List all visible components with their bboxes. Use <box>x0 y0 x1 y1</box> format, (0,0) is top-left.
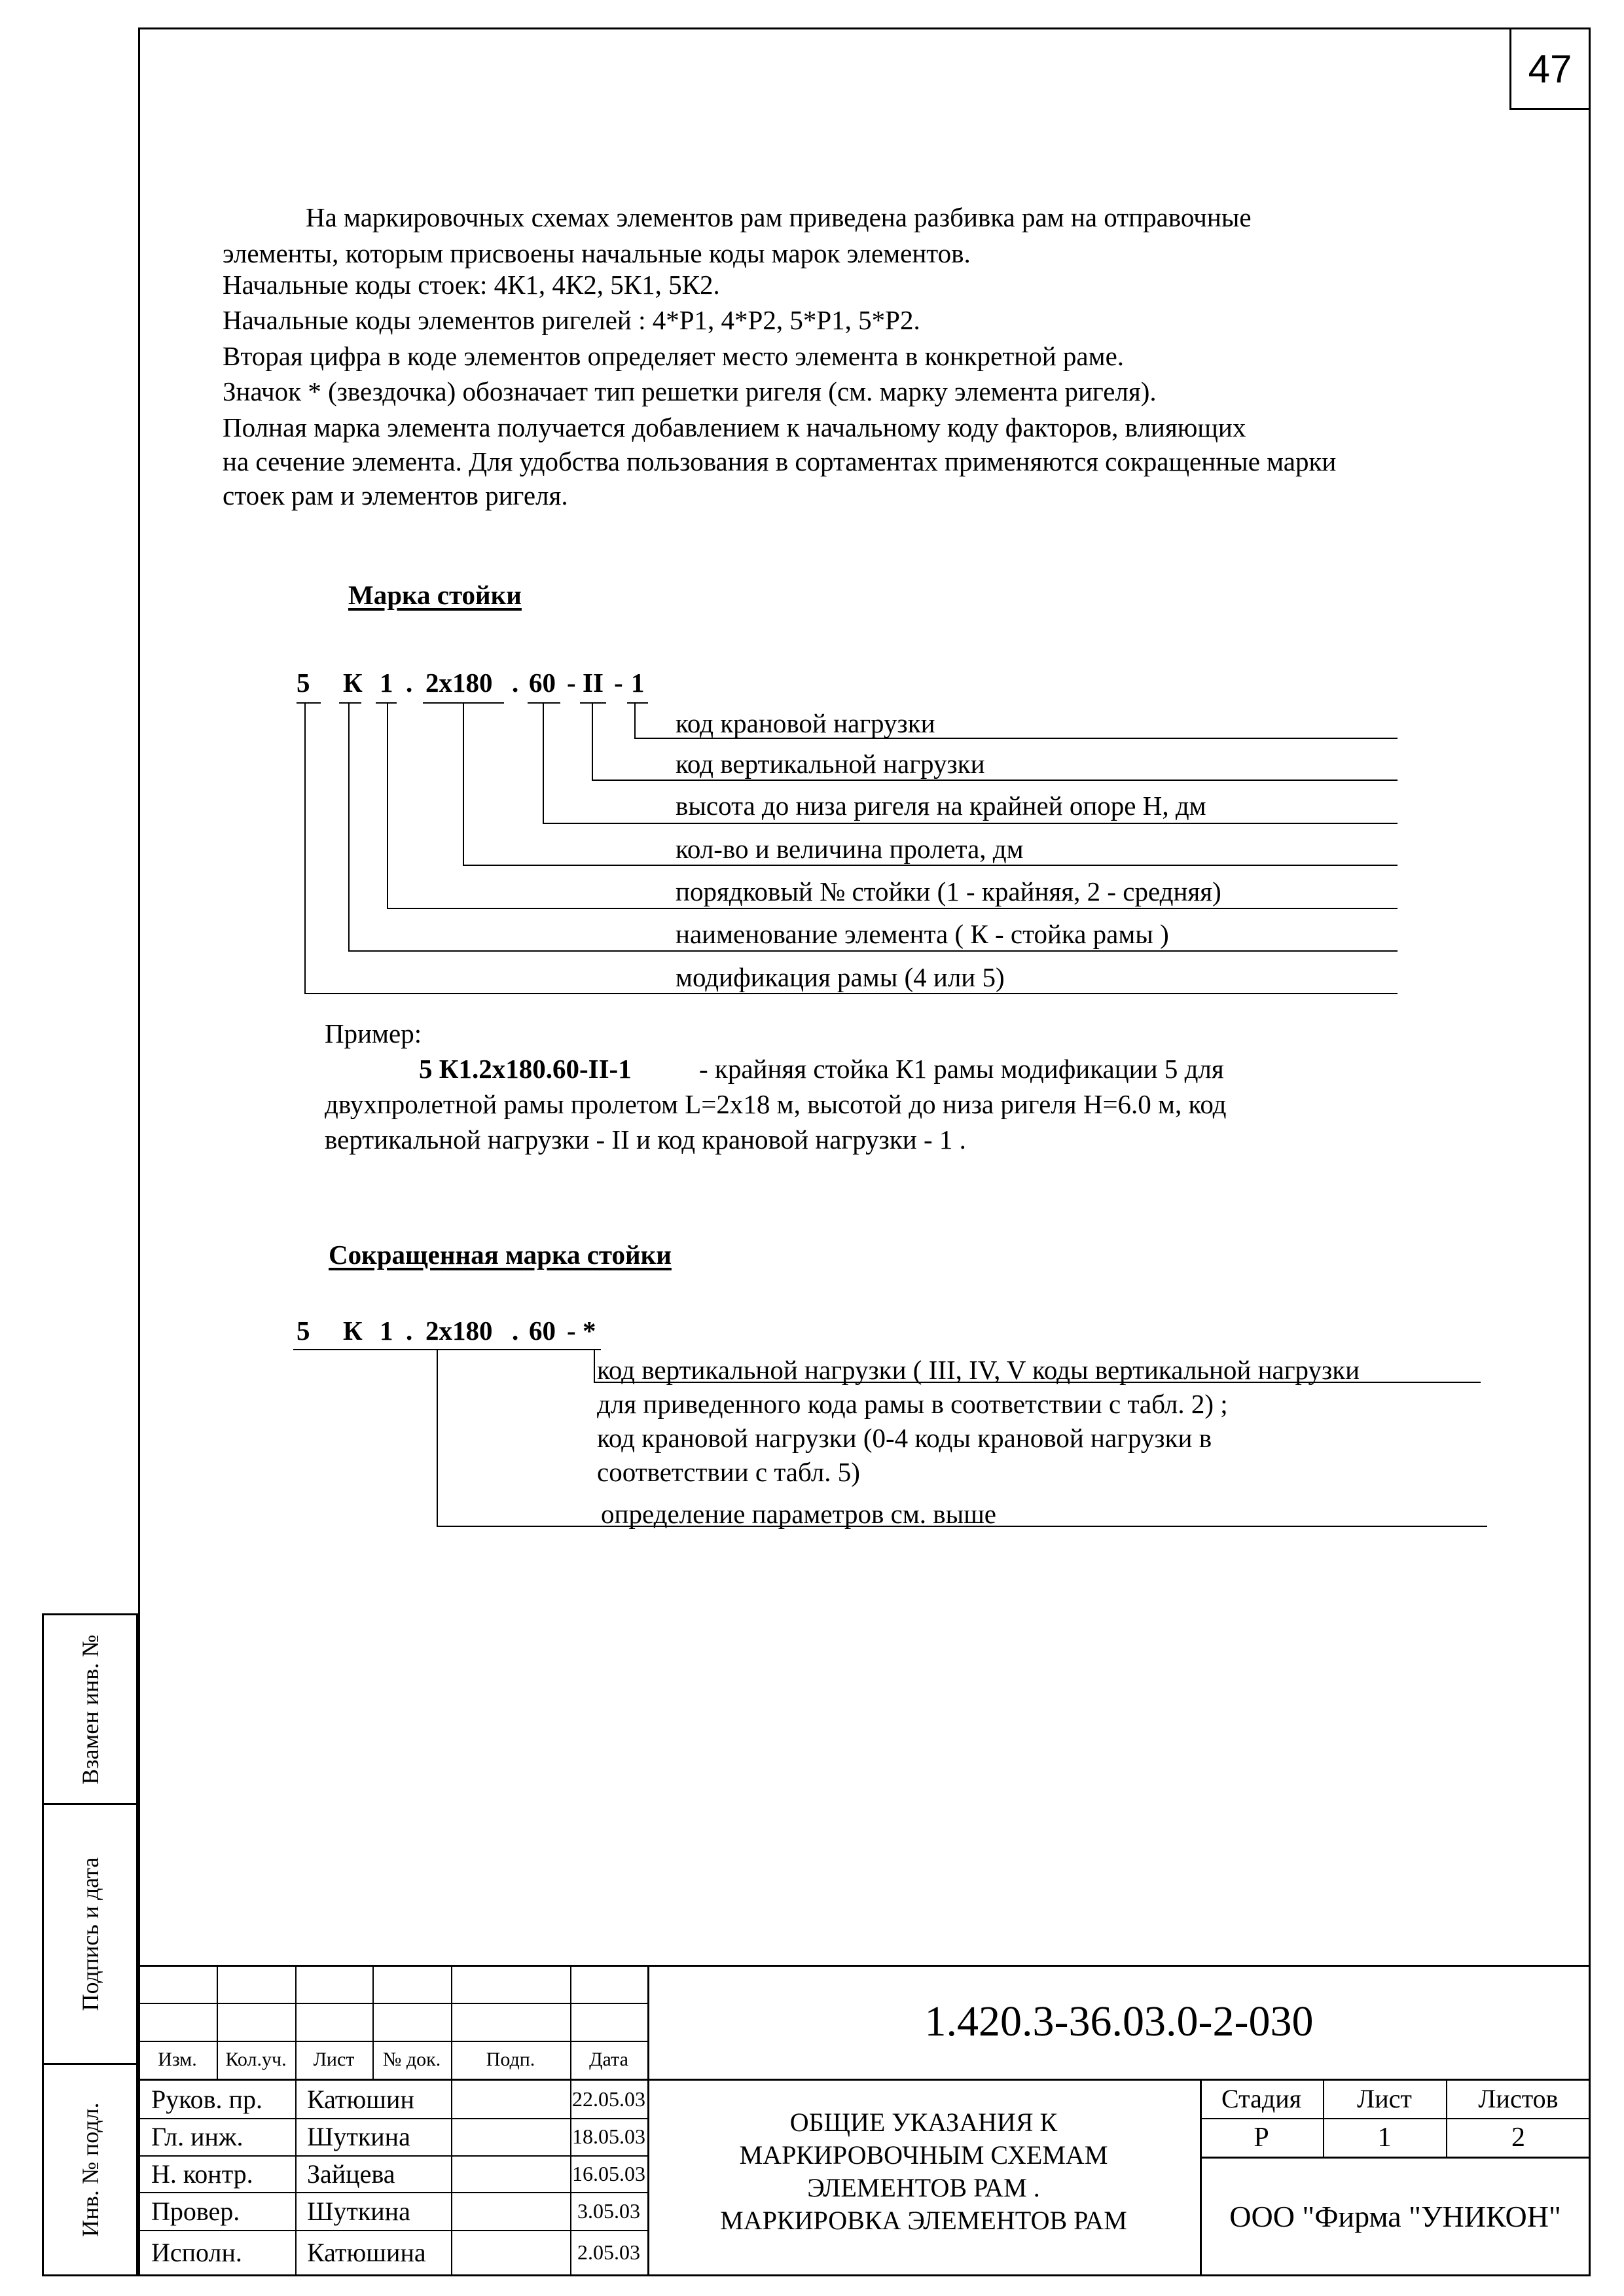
side-stamp-sign-date-label: Подпись и дата <box>77 1857 103 2011</box>
code1-expl-2: код вертикальной нагрузки <box>676 749 985 779</box>
intro-line-1: На маркировочных схемах элементов рам приведена разбивка рам на отправочные <box>306 202 1252 232</box>
sheet-label: Лист <box>1357 2083 1412 2113</box>
code2-expl-5: определение параметров см. выше <box>601 1499 996 1529</box>
doc-code: 1.420.3-36.03.0-2-030 <box>924 1998 1314 2045</box>
code2-expl-4: соответствии с табл. 5) <box>597 1457 860 1487</box>
date-4: 3.05.03 <box>577 2198 640 2223</box>
code1-p2: К <box>343 668 363 698</box>
code1-expl-6: наименование элемента ( К - стойка рамы ) <box>676 919 1169 949</box>
side-stamp-sign-date <box>42 1803 138 2065</box>
code2-p2: К <box>343 1316 363 1346</box>
code1-expl-4: кол-во и величина пролета, дм <box>676 834 1024 864</box>
code1-dot1: . <box>406 668 413 698</box>
code2-dash1: - <box>567 1316 576 1346</box>
intro-line-4: Начальные коды элементов ригелей : 4*Р1, 4*Р2, 5*Р1, 5*Р2. <box>223 305 920 335</box>
stage-label: Стадия <box>1221 2083 1302 2113</box>
sheet-value: 1 <box>1377 2122 1392 2153</box>
role-4: Провер. <box>151 2196 240 2226</box>
header-sign: Подп. <box>486 2049 535 2070</box>
side-stamp-inv-orig <box>42 2063 138 2276</box>
role-2: Гл. инж. <box>151 2122 244 2151</box>
sheets-label: Листов <box>1478 2083 1559 2113</box>
code1-dash2: - <box>614 668 623 698</box>
code2-dot2: . <box>512 1316 519 1346</box>
example-line-3: вертикальной нагрузки - II и код крановой нагрузки - 1 . <box>325 1124 966 1155</box>
name-4: Шуткина <box>307 2196 410 2226</box>
role-5: Исполн. <box>151 2237 242 2267</box>
header-doc-no: № док. <box>382 2049 441 2070</box>
role-1: Руков. пр. <box>151 2084 262 2114</box>
role-3: Н. контр. <box>151 2159 253 2189</box>
code1-p3: 1 <box>380 668 393 698</box>
side-stamp-replaced-inv <box>42 1613 138 1805</box>
code2-p6: * <box>583 1316 596 1346</box>
header-date: Дата <box>589 2049 628 2070</box>
sheets-value: 2 <box>1511 2122 1525 2153</box>
code2-expl-2: для приведенного кода рамы в соответствии с табл. 2) ; <box>597 1389 1228 1419</box>
header-kol-uch: Кол.уч. <box>225 2049 287 2070</box>
intro-line-5: Вторая цифра в коде элементов определяет место элемента в конкретной раме. <box>223 341 1125 371</box>
code2-p4: 2x180 <box>425 1316 493 1346</box>
code1-expl-1: код крановой нагрузки <box>676 708 935 738</box>
intro-line-3: Начальные коды стоек: 4К1, 4К2, 5К1, 5К2. <box>223 270 720 300</box>
code1-expl-5: порядковый № стойки (1 - крайняя, 2 - средняя) <box>676 876 1221 906</box>
code2-expl-3: код крановой нагрузки (0-4 коды крановой нагрузки в <box>597 1423 1212 1453</box>
code1-dash1: - <box>567 668 576 698</box>
example-line-2: двухпролетной рамы пролетом L=2х18 м, высотой до низа ригеля Н=6.0 м, код <box>325 1089 1227 1119</box>
example-code: 5 К1.2х180.60-II-1 <box>419 1054 632 1084</box>
title-block <box>138 1965 1591 2276</box>
side-stamp-replaced-inv-label: Взамен инв. № <box>77 1634 103 1785</box>
section1-heading: Марка стойки <box>348 580 522 610</box>
code2-dot1: . <box>406 1316 413 1346</box>
intro-line-2: элементы, которым присвоены начальные коды марок элементов. <box>223 238 971 268</box>
example-label: Пример: <box>325 1018 422 1049</box>
sheet-title-line-4: МАРКИРОВКА ЭЛЕМЕНТОВ РАМ <box>720 2206 1127 2235</box>
intro-line-6: Значок * (звездочка) обозначает тип решетки ригеля (см. марку элемента ригеля). <box>223 376 1157 406</box>
company-name: ООО "Фирма "УНИКОН" <box>1229 2200 1561 2233</box>
date-2: 18.05.03 <box>572 2125 645 2148</box>
sheet-title <box>647 2106 1200 2237</box>
code2-p1: 5 <box>297 1316 310 1346</box>
name-3: Зайцева <box>307 2159 395 2189</box>
code1-expl-7: модификация рамы (4 или 5) <box>676 962 1005 992</box>
page-number: 47 <box>1509 27 1591 110</box>
example-line-1: - крайняя стойка К1 рамы модификации 5 для <box>699 1054 1224 1084</box>
date-5: 2.05.03 <box>577 2240 640 2264</box>
intro-line-8: на сечение элемента. Для удобства пользования в сортаментах применяются сокращенные марки <box>223 446 1337 476</box>
header-list: Лист <box>313 2049 355 2070</box>
sheet-title-line-2: МАРКИРОВОЧНЫМ СХЕМАМ <box>739 2140 1108 2170</box>
intro-line-7: Полная марка элемента получается добавлением к начальному коду факторов, влияющих <box>223 412 1246 442</box>
code2-expl-1: код вертикальной нагрузки ( III, IV, V коды вертикальной нагрузки <box>597 1355 1360 1385</box>
code1-dot2: . <box>512 668 519 698</box>
code1-p4: 2x180 <box>425 668 493 698</box>
header-izm: Изм. <box>158 2049 197 2070</box>
name-2: Шуткина <box>307 2122 410 2151</box>
stage-value: Р <box>1254 2122 1269 2153</box>
intro-line-9: стоек рам и элементов ригеля. <box>223 480 568 511</box>
code2-p5: 60 <box>529 1316 556 1346</box>
date-1: 22.05.03 <box>572 2087 645 2111</box>
side-stamp-inv-orig-label: Инв. № подл. <box>77 2102 103 2237</box>
code1-p5: 60 <box>529 668 556 698</box>
date-3: 16.05.03 <box>572 2161 645 2185</box>
sheet-title-line-1: ОБЩИЕ УКАЗАНИЯ К <box>789 2108 1058 2137</box>
sheet-title-line-3: ЭЛЕМЕНТОВ РАМ . <box>807 2173 1040 2202</box>
name-5: Катюшина <box>307 2237 426 2267</box>
code2-p3: 1 <box>380 1316 393 1346</box>
code1-p1: 5 <box>297 668 310 698</box>
section2-heading: Сокращенная марка стойки <box>329 1240 672 1270</box>
code1-p6: II <box>583 668 604 698</box>
name-1: Катюшин <box>307 2084 414 2114</box>
code1-p7: 1 <box>631 668 645 698</box>
code1-expl-3: высота до низа ригеля на крайней опоре Н, дм <box>676 791 1206 821</box>
